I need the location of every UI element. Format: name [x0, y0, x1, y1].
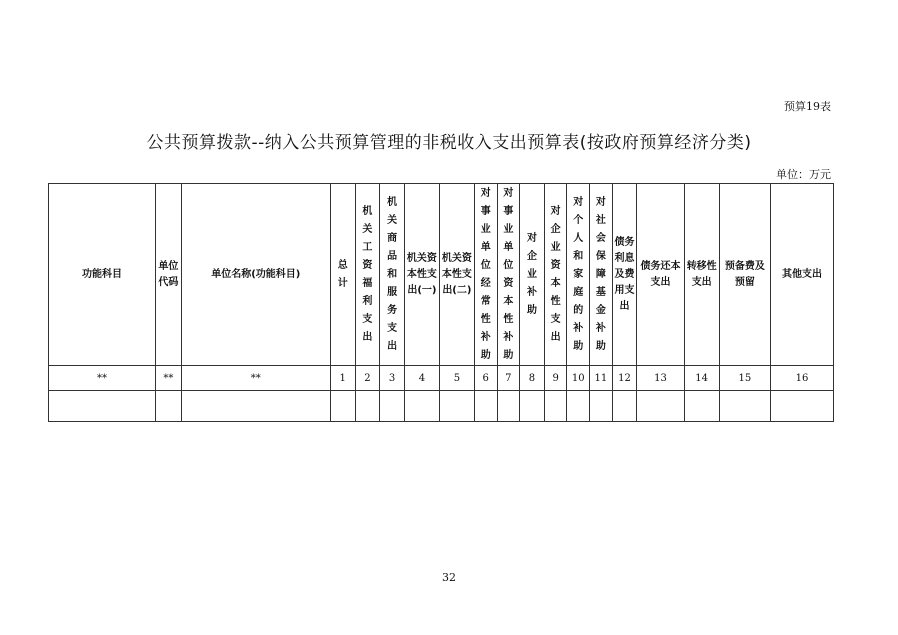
table-cell: 9 — [544, 366, 567, 391]
table-cell: ** — [181, 366, 330, 391]
table-cell: 11 — [590, 366, 613, 391]
budget-table — [48, 183, 834, 422]
header-unit-code: 单位代码 — [155, 184, 181, 366]
header-total: 总计 — [330, 184, 355, 366]
table-cell — [590, 391, 613, 422]
table-cell — [330, 391, 355, 422]
table-cell: 12 — [612, 366, 637, 391]
header-enterprise-subsidy: 对企业补助 — [520, 184, 545, 366]
table-cell — [181, 391, 330, 422]
table-cell — [637, 391, 684, 422]
header-other: 其他支出 — [771, 184, 834, 366]
table-cell — [155, 391, 181, 422]
table-cell — [439, 391, 474, 422]
table-cell: 10 — [567, 366, 590, 391]
page-title: 公共预算拨款--纳入公共预算管理的非税收入支出预算表(按政府预算经济分类) — [146, 133, 752, 153]
header-reserve: 预备费及预留 — [719, 184, 770, 366]
table-cell — [355, 391, 380, 422]
header-goods-services: 机关商品和服务支出 — [380, 184, 405, 366]
table-cell — [567, 391, 590, 422]
header-household-subsidy: 对个人和家庭的补助 — [567, 184, 590, 366]
table-cell: ** — [155, 366, 181, 391]
table-header-row — [49, 184, 834, 366]
table-number-label: 预算19表 — [784, 100, 831, 113]
table-cell — [684, 391, 719, 422]
table-cell: 14 — [684, 366, 719, 391]
header-unit-name: 单位名称(功能科目) — [181, 184, 330, 366]
table-cell: 3 — [380, 366, 405, 391]
table-cell — [771, 391, 834, 422]
table-cell: 15 — [719, 366, 770, 391]
table-cell: 7 — [497, 366, 520, 391]
table-cell: 8 — [520, 366, 545, 391]
number-row — [49, 366, 834, 391]
page-number: 32 — [442, 571, 456, 584]
table-cell: 5 — [439, 366, 474, 391]
table-cell — [380, 391, 405, 422]
table-cell: 1 — [330, 366, 355, 391]
header-debt-interest: 债务利息及费用支出 — [612, 184, 637, 366]
table-cell: 16 — [771, 366, 834, 391]
table-cell — [520, 391, 545, 422]
header-wage-welfare: 机关工资福利支出 — [355, 184, 380, 366]
table-cell — [474, 391, 497, 422]
header-social-security-subsidy: 对社会保障基金补助 — [590, 184, 613, 366]
unit-label: 单位：万元 — [776, 168, 831, 181]
table-cell — [49, 391, 156, 422]
header-debt-principal: 债务还本支出 — [637, 184, 684, 366]
table-cell: ** — [49, 366, 156, 391]
empty-row — [49, 391, 834, 422]
header-capital-2: 机关资本性支出(二) — [439, 184, 474, 366]
header-institution-regular-subsidy: 对事业单位经常性补助 — [474, 184, 497, 366]
header-capital-1: 机关资本性支出(一) — [404, 184, 439, 366]
table-cell — [612, 391, 637, 422]
header-function-subject: 功能科目 — [49, 184, 156, 366]
table-cell: 13 — [637, 366, 684, 391]
table-cell — [404, 391, 439, 422]
header-enterprise-capital: 对企业资本性支出 — [544, 184, 567, 366]
table-cell: 2 — [355, 366, 380, 391]
table-cell: 6 — [474, 366, 497, 391]
table-cell — [719, 391, 770, 422]
header-transfer: 转移性支出 — [684, 184, 719, 366]
table-cell: 4 — [404, 366, 439, 391]
table-cell — [544, 391, 567, 422]
table-cell — [497, 391, 520, 422]
header-institution-capital-subsidy: 对事业单位资本性补助 — [497, 184, 520, 366]
